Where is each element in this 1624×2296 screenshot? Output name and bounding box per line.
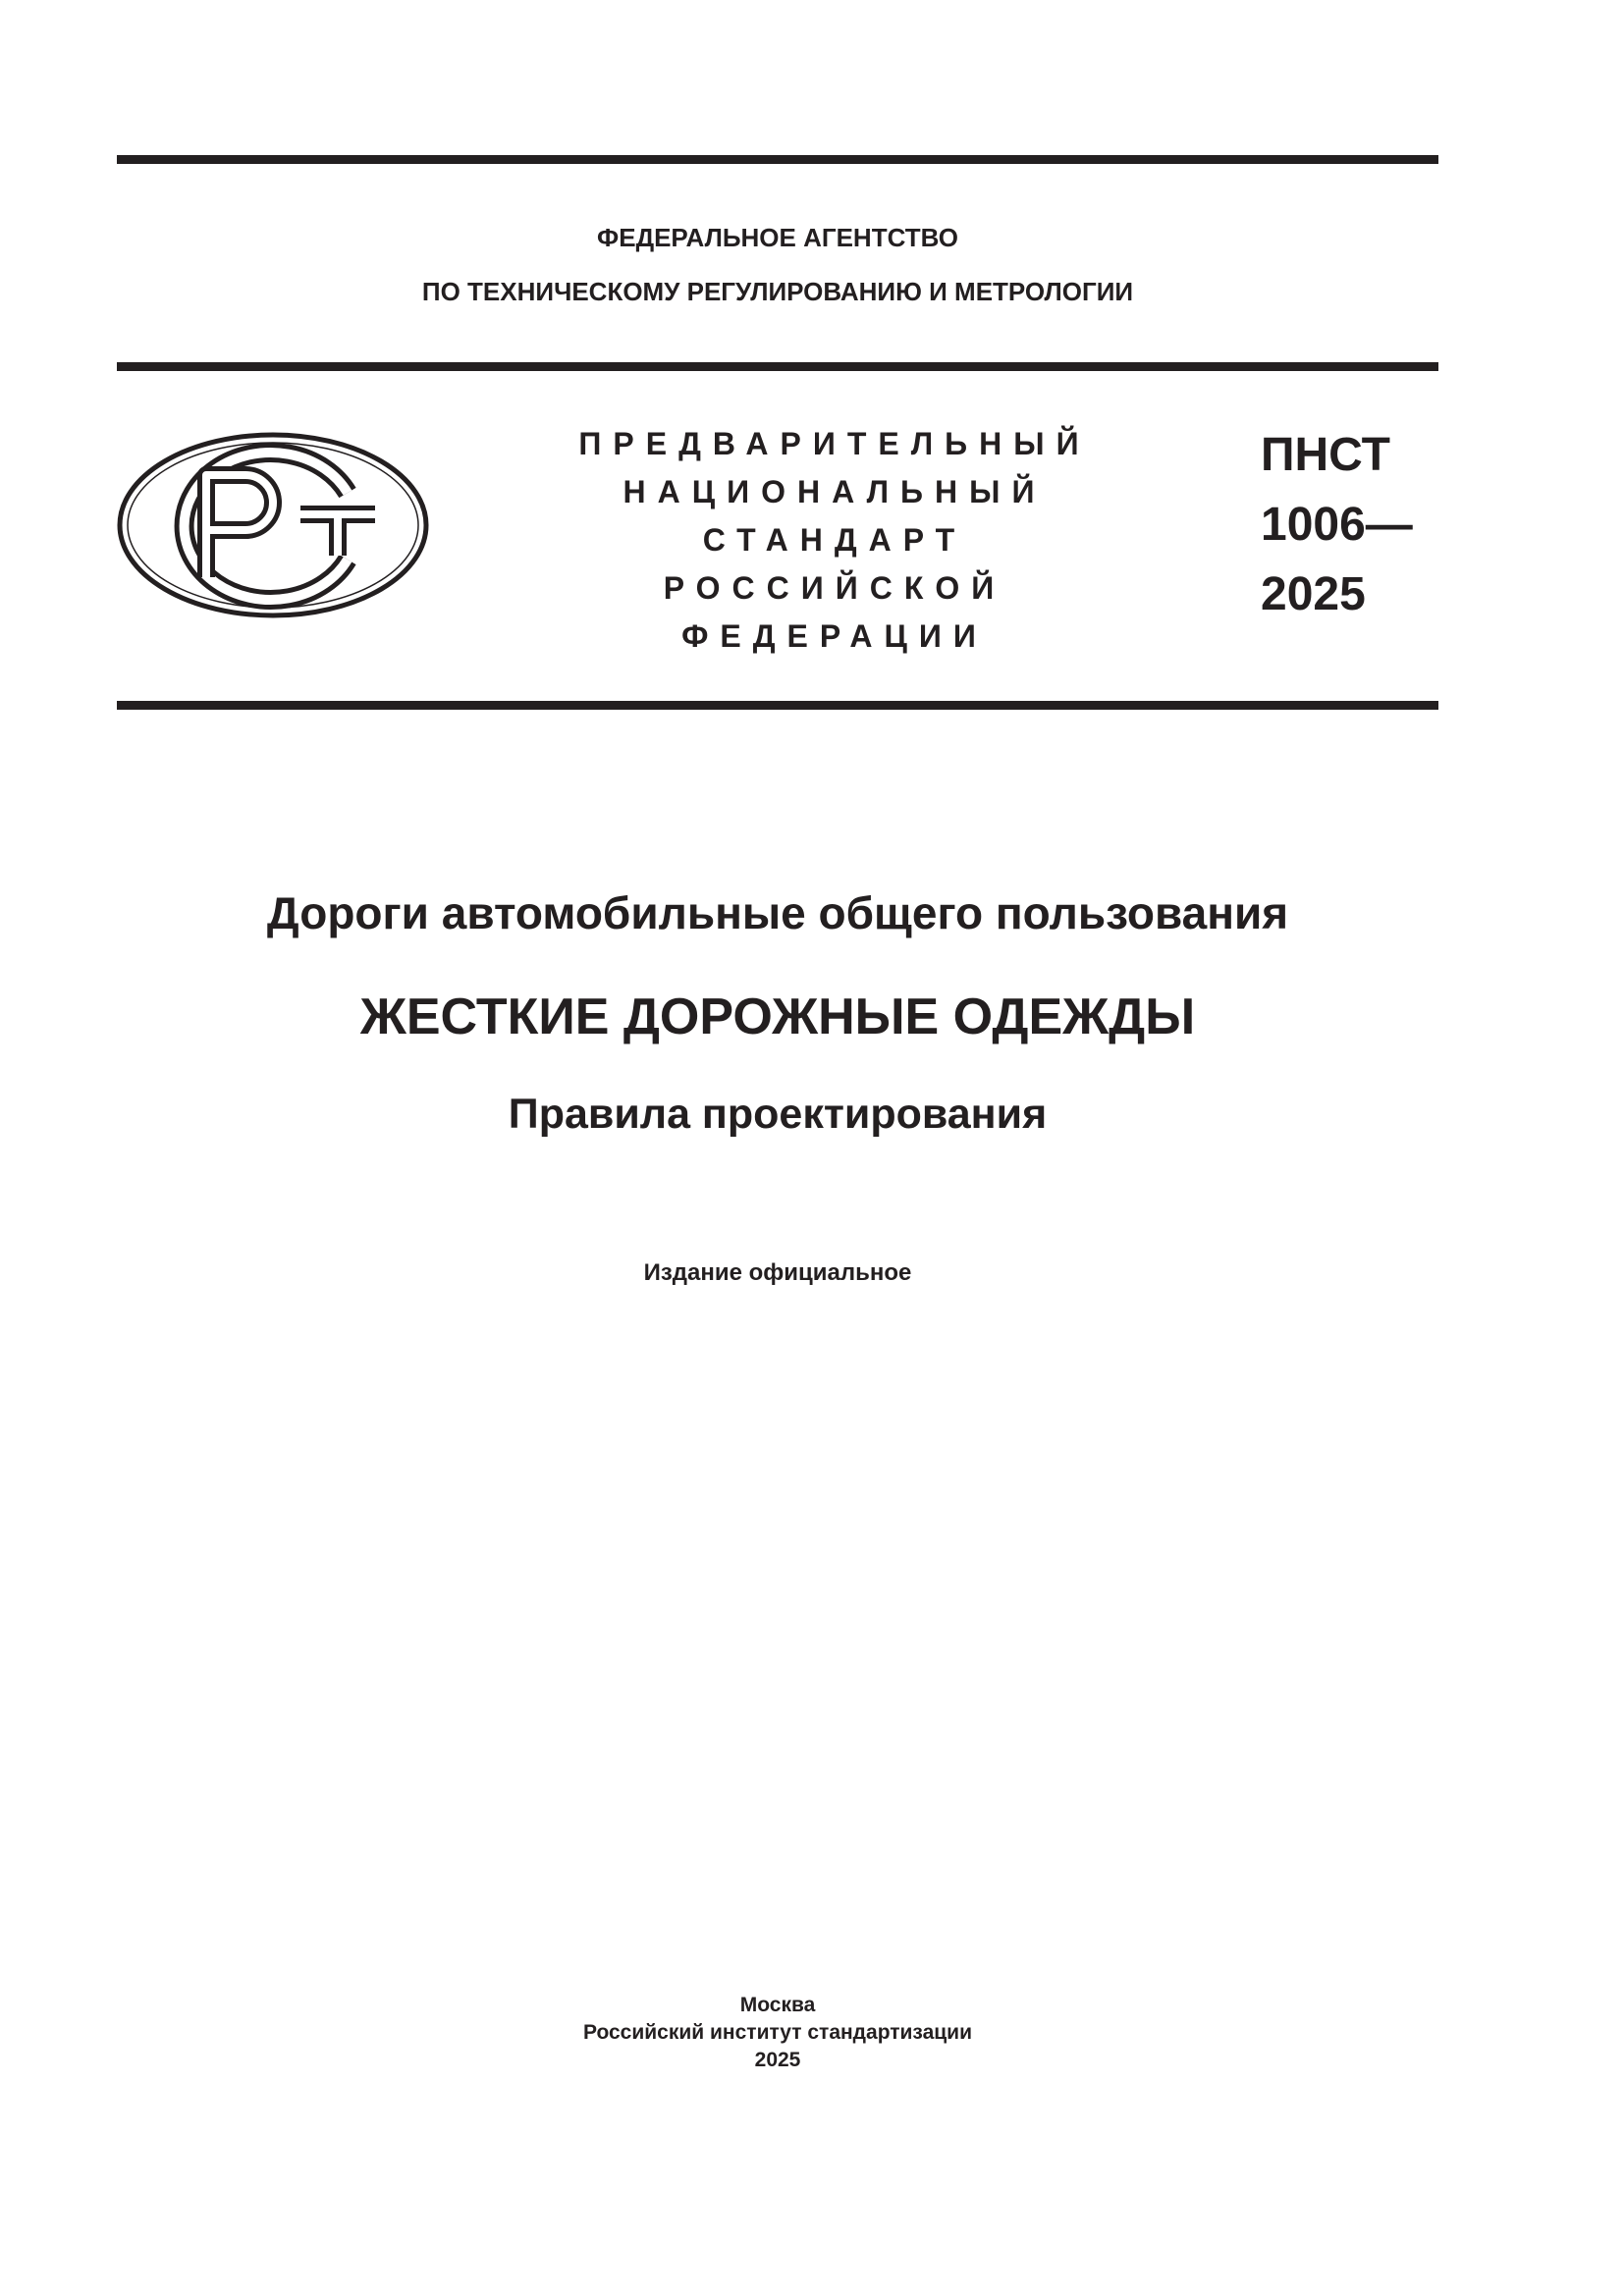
publisher-city: Москва — [739, 1994, 816, 2016]
standard-number-line: 1006— — [1261, 499, 1413, 551]
document-title-group: Дороги автомобильные общего пользования — [266, 887, 1289, 938]
publisher-year: 2025 — [754, 2049, 801, 2071]
standard-number-line: 2025 — [1261, 568, 1366, 620]
document-title-main: ЖЕСТКИЕ ДОРОЖНЫЕ ОДЕЖДЫ — [359, 988, 1196, 1045]
standard-type-line: РОССИЙСКОЙ — [663, 570, 1006, 606]
edition-label: Издание официальное — [643, 1259, 912, 1286]
header-rule — [117, 362, 1438, 371]
agency-line-2: ПО ТЕХНИЧЕСКОМУ РЕГУЛИРОВАНИЮ И МЕТРОЛОГИИ — [421, 277, 1134, 306]
top-rule — [117, 155, 1438, 164]
publisher-organization: Российский институт стандартизации — [582, 2021, 973, 2044]
standard-rule — [117, 701, 1438, 710]
standard-type-line: ФЕДЕРАЦИИ — [681, 618, 988, 654]
agency-line-1: ФЕДЕРАЛЬНОЕ АГЕНТСТВО — [597, 223, 958, 252]
standard-type-line: ПРЕДВАРИТЕЛЬНЫЙ — [578, 426, 1091, 461]
standard-number — [1261, 420, 1413, 629]
standard-number-line: ПНСТ — [1261, 429, 1390, 481]
rst-conformity-mark-icon — [116, 430, 430, 620]
standard-type-line: СТАНДАРТ — [702, 522, 967, 558]
standard-type — [550, 420, 1119, 661]
standard-type-line: НАЦИОНАЛЬНЫЙ — [623, 474, 1047, 509]
publisher-block — [117, 1992, 1438, 2074]
document-title-subtitle: Правила проектирования — [508, 1091, 1048, 1138]
